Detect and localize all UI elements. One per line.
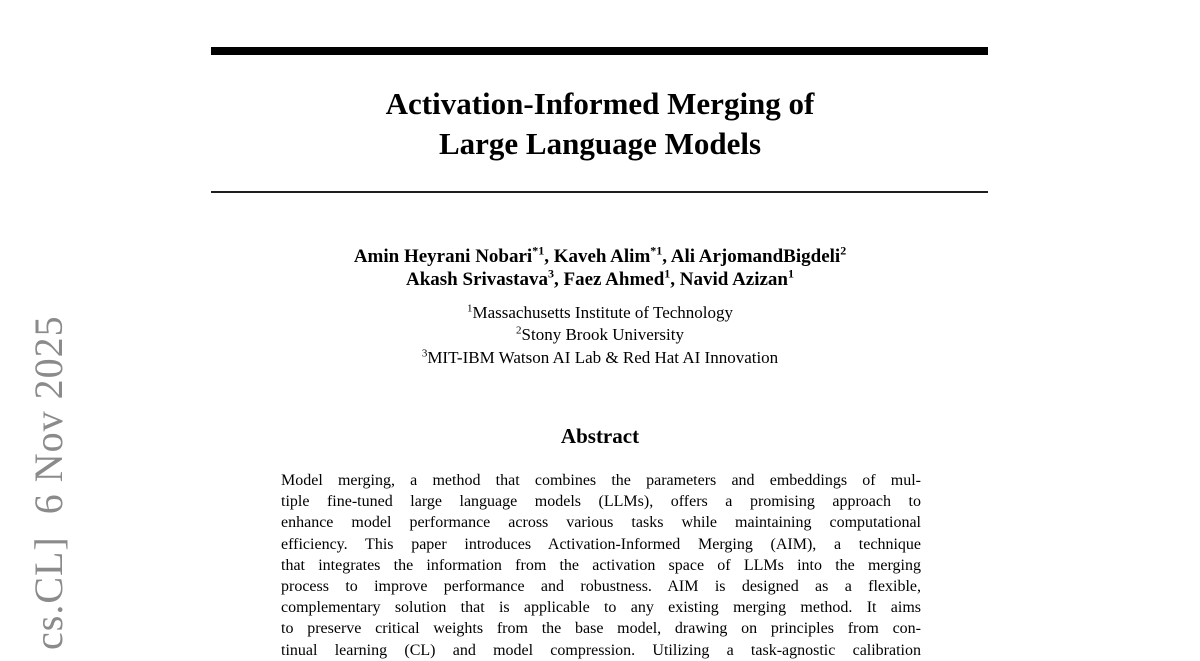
affiliation-name: MIT-IBM Watson AI Lab & Red Hat AI Innovation (427, 347, 779, 367)
abstract-line: complementary solution that is applicable to any existing merging method. It aims (281, 599, 921, 617)
abstract-heading: Abstract (560, 424, 640, 448)
affiliation-line (0, 302, 1200, 324)
author-block (0, 245, 1200, 291)
author-separator: , (554, 269, 564, 290)
affiliation-block (0, 302, 1200, 369)
author-name: Akash Srivastava (406, 269, 548, 290)
abstract-line: to preserve critical weights from the base model, drawing on principles from con- (281, 620, 921, 638)
affiliation-mark: 3 (421, 347, 428, 360)
author-separator: , (544, 246, 554, 267)
paper-title-line-1: Activation-Informed Merging of (385, 86, 815, 121)
author-name: Amin Heyrani Nobari (353, 246, 533, 267)
author-affil-mark: 1 (664, 266, 671, 281)
author-name: Ali ArjomandBigdeli (670, 246, 841, 267)
author-affil-mark: 1 (788, 266, 794, 281)
author-line-2 (0, 268, 1200, 291)
author-line-1 (0, 245, 1200, 268)
author-affil-mark: *1 (650, 243, 663, 258)
author-separator: , (670, 269, 680, 290)
author-separator: , (662, 246, 671, 267)
author-affil-mark: *1 (532, 243, 545, 258)
affiliation-line (0, 347, 1200, 369)
abstract-line: process to improve performance and robustness. AIM is designed as a flexible, (281, 577, 921, 595)
abstract-line: efficiency. This paper introduces Activation-Informed Merging (AIM), a technique (281, 535, 921, 553)
affiliation-mark: 1 (466, 302, 473, 315)
author-affil-mark: 3 (548, 266, 554, 281)
abstract-line: Model merging, a method that combines the parameters and embeddings of mul- (281, 472, 921, 489)
author-name: Navid Azizan (679, 269, 788, 290)
top-rule (211, 47, 988, 55)
abstract-line: tinual learning (CL) and model compression. Utilizing a task-agnostic calibration (281, 641, 921, 659)
affiliation-name: Stony Brook University (521, 325, 684, 345)
author-affil-mark: 2 (840, 243, 847, 258)
affiliation-mark: 2 (516, 324, 522, 337)
author-name: Faez Ahmed (563, 269, 665, 290)
affiliation-line (0, 324, 1200, 346)
paper-title-line-2: Large Language Models (438, 126, 762, 161)
author-name: Kaveh Alim (553, 246, 651, 267)
arxiv-watermark: cs.CL] 6 Nov 2025 (26, 315, 71, 650)
abstract-line: tiple fine-tuned large language models (LLMs), offers a promising approach to (281, 493, 921, 511)
abstract-line: that integrates the information from the activation space of LLMs into the merging (281, 556, 921, 574)
affiliation-name: Massachusetts Institute of Technology (472, 303, 734, 322)
title-rule (211, 191, 988, 193)
paper-title (0, 84, 1200, 164)
abstract-text (281, 470, 921, 661)
abstract-line: enhance model performance across various tasks while maintaining computational (281, 514, 921, 532)
